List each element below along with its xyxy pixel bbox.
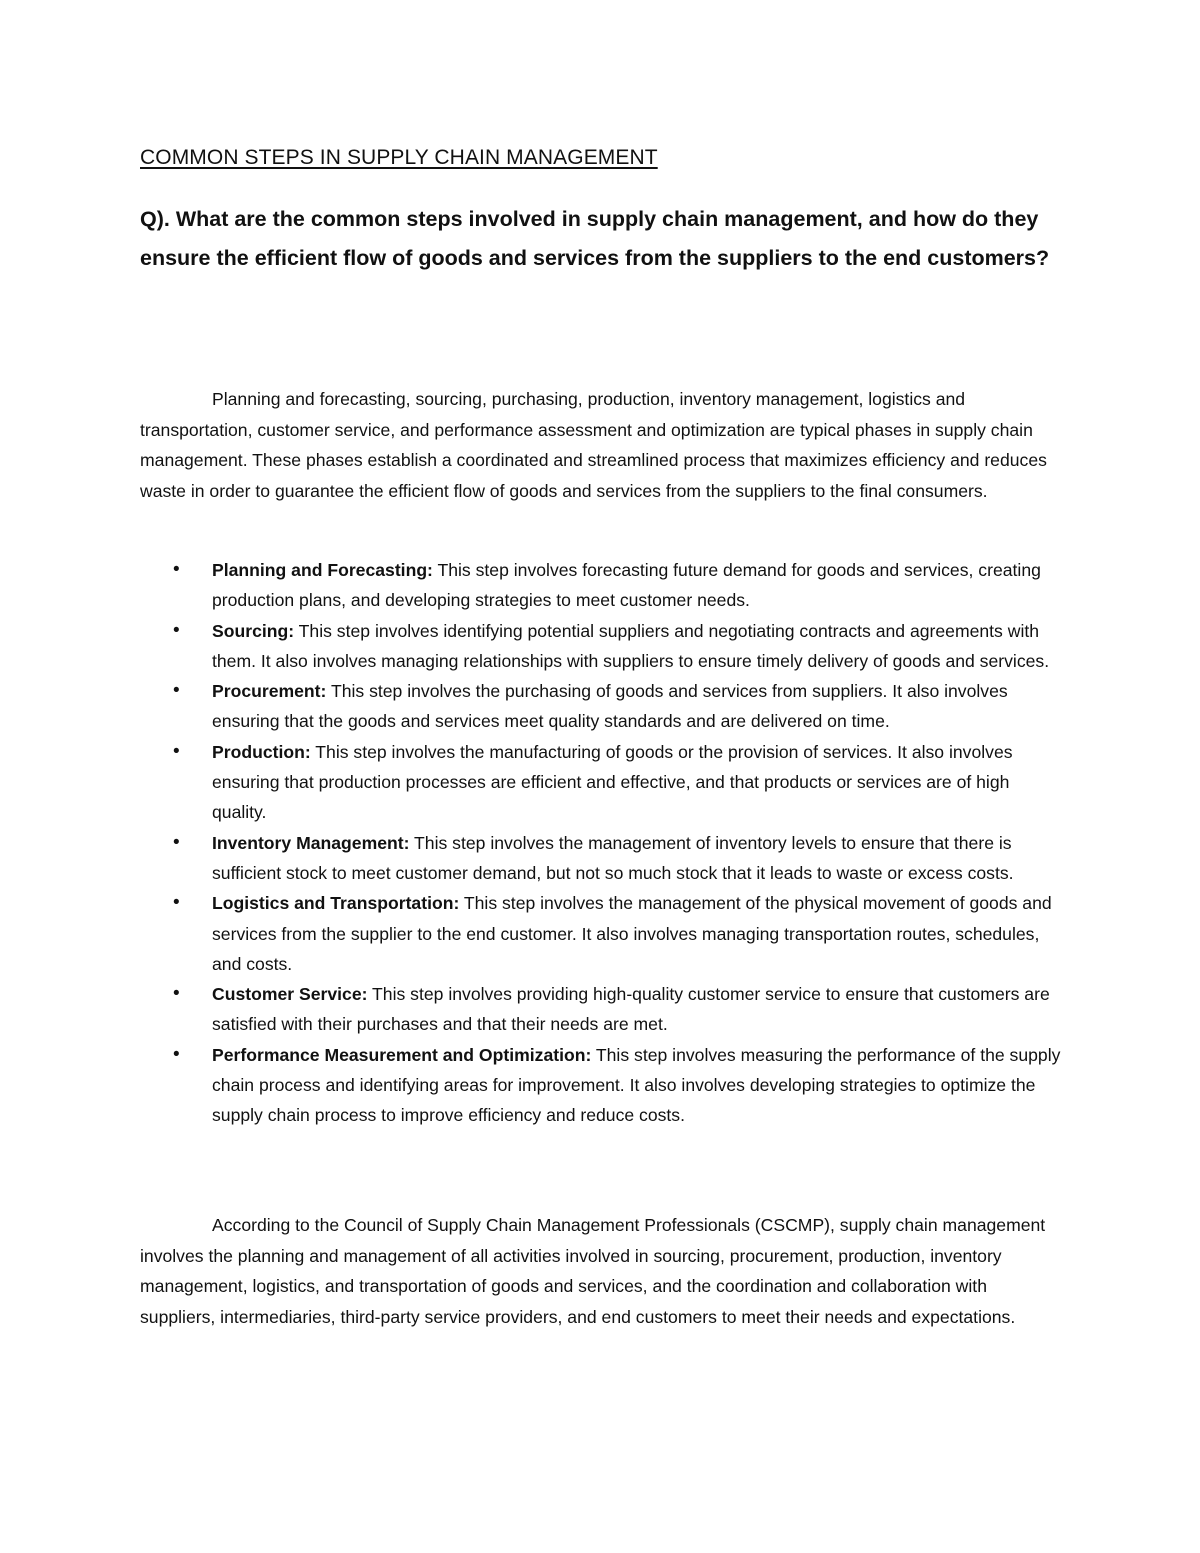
- bullet-icon: •: [173, 619, 180, 641]
- step-term: Procurement:: [212, 681, 327, 702]
- step-term: Planning and Forecasting:: [212, 560, 433, 580]
- step-description: This step involves identifying potential suppliers and negotiating contracts and agreements with them. It also involves managing relationships with suppliers to ensure timely delivery of goods and services.: [212, 620, 1050, 671]
- list-item: [140, 555, 1065, 616]
- bullet-icon: •: [173, 740, 180, 762]
- step-term: Logistics and Transportation:: [212, 893, 460, 914]
- list-item: [140, 676, 1065, 737]
- list-item: [140, 737, 1065, 828]
- bullet-icon: •: [173, 983, 180, 1005]
- step-term: Customer Service:: [212, 984, 368, 1005]
- bullet-icon: •: [173, 559, 180, 580]
- step-description: This step involves providing high-quality customer service to ensure that customers are satisfied with their purchases and that their needs are met.: [212, 984, 1050, 1035]
- step-term: Performance Measurement and Optimization:: [212, 1044, 592, 1065]
- step-description: This step involves measuring the performance of the supply chain process and identifying areas for improvement. It also involves developing strategies to optimize the supply chain process to improve efficiency and reduce costs.: [212, 1044, 1061, 1126]
- steps-list: [140, 555, 1065, 1131]
- bullet-icon: •: [173, 892, 180, 914]
- list-item: [140, 828, 1065, 889]
- step-term: Sourcing:: [212, 620, 295, 641]
- bullet-icon: •: [173, 831, 180, 853]
- list-item: [140, 1040, 1065, 1131]
- closing-paragraph: According to the Council of Supply Chain Management Professionals (CSCMP), supply chain management involves the planning and management of all activities involved in sourcing, procurement, production, inventory management, logistics, and transportation of goods and services, and the coordination and collaboration with suppliers, intermediaries, third-party service providers, and end customers to meet their needs and expectations.: [140, 1215, 1046, 1327]
- step-description: This step involves the management of the physical movement of goods and services from the supplier to the end customer. It also involves managing transportation routes, schedules, and costs.: [212, 893, 1052, 974]
- document-title: COMMON STEPS IN SUPPLY CHAIN MANAGEMENT: [140, 146, 658, 169]
- bullet-icon: •: [173, 680, 180, 702]
- step-description: This step involves forecasting future demand for goods and services, creating production plans, and developing strategies to meet customer needs.: [212, 560, 1041, 611]
- step-description: This step involves the purchasing of goods and services from suppliers. It also involves ensuring that the goods and services meet quality standards and are delivered on time.: [212, 681, 1008, 732]
- list-item: [140, 979, 1065, 1040]
- question-heading: Q). What are the common steps involved in supply chain management, and how do they ensure the efficient flow of goods and services from the suppliers to the end customers?: [140, 207, 1050, 270]
- step-term: Production:: [212, 741, 311, 762]
- step-term: Inventory Management:: [212, 832, 410, 853]
- bullet-icon: •: [173, 1043, 180, 1065]
- intro-paragraph: Planning and forecasting, sourcing, purchasing, production, inventory management, logistics and transportation, customer service, and performance assessment and optimization are typical phases in supply chain management. These phases establish a coordinated and streamlined process that maximizes efficiency and reduces waste in order to guarantee the efficient flow of goods and services from the suppliers to the final consumers.: [140, 389, 1047, 501]
- step-description: This step involves the management of inventory levels to ensure that there is sufficient stock to meet customer demand, but not so much stock that it leads to waste or excess costs.: [212, 832, 1014, 883]
- list-item: [140, 616, 1065, 677]
- list-item: [140, 888, 1065, 979]
- step-description: This step involves the manufacturing of goods or the provision of services. It also involves ensuring that production processes are efficient and effective, and that products or services are of high quality.: [212, 741, 1013, 823]
